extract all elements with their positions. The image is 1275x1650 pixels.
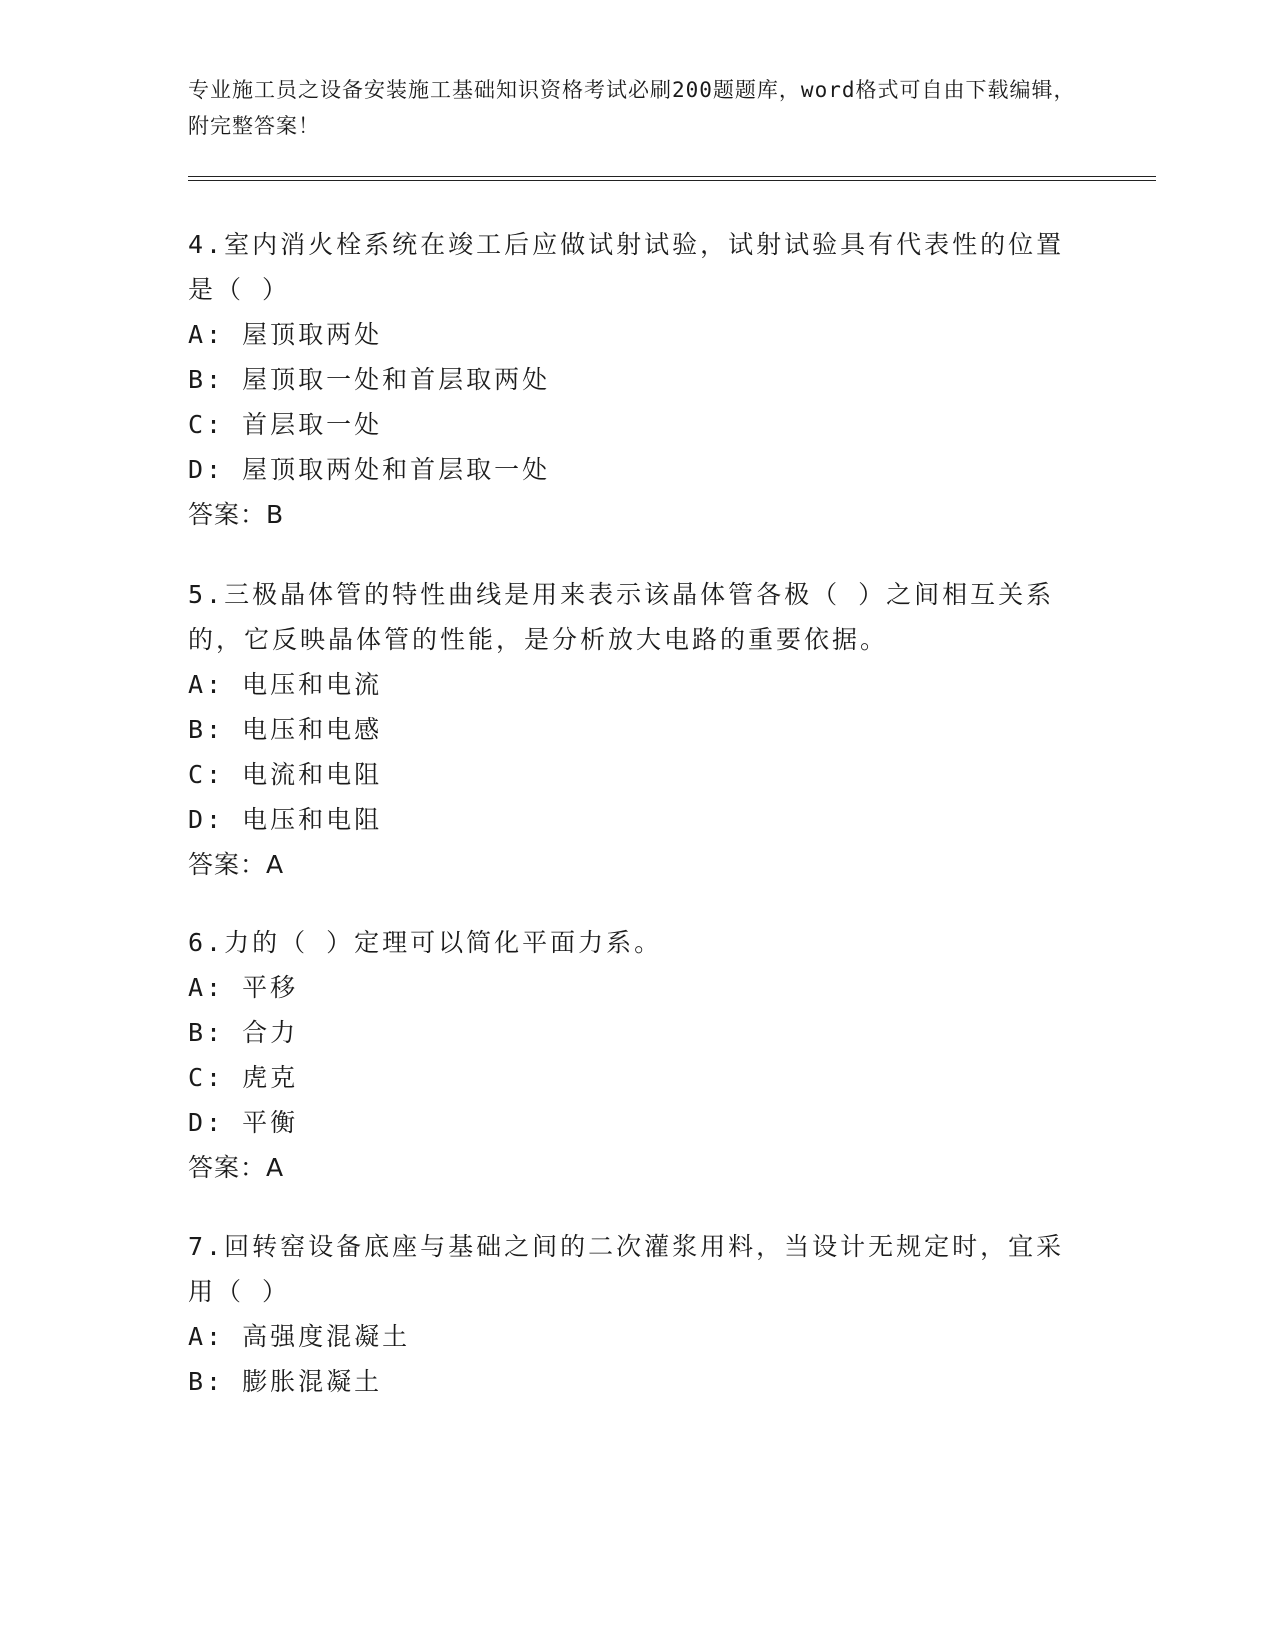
question-6	[188, 920, 1088, 1190]
question-text: 6.力的（ ）定理可以简化平面力系。	[188, 928, 663, 957]
option-b: B: 电压和电感	[188, 715, 383, 744]
option-d: D: 电压和电阻	[188, 805, 383, 834]
document-page	[188, 0, 1156, 1650]
question-text: 4.室内消火栓系统在竣工后应做试射试验，试射试验具有代表性的位置是（ ）	[188, 230, 1065, 304]
option-a: A: 高强度混凝土	[188, 1322, 411, 1351]
option-b: B: 膨胀混凝土	[188, 1367, 383, 1396]
document-title: 专业施工员之设备安装施工基础知识资格考试必刷200题题库，word格式可自由下载编辑，附完整答案！	[188, 78, 1076, 138]
option-b: B: 屋顶取一处和首层取两处	[188, 365, 551, 394]
header-divider	[188, 176, 1156, 181]
option-c: C: 首层取一处	[188, 410, 383, 439]
option-a: A: 屋顶取两处	[188, 320, 383, 349]
option-b: B: 合力	[188, 1018, 299, 1047]
question-text: 7.回转窑设备底座与基础之间的二次灌浆用料，当设计无规定时，宜采用（ ）	[188, 1232, 1065, 1306]
question-text: 5.三极晶体管的特性曲线是用来表示该晶体管各极（ ）之间相互关系的，它反映晶体管的性能，是分析放大电路的重要依据。	[188, 580, 1055, 654]
option-d: D: 屋顶取两处和首层取一处	[188, 455, 551, 484]
answer-label: 答案：A	[188, 1153, 285, 1182]
answer-label: 答案：B	[188, 500, 285, 529]
question-7	[188, 1224, 1088, 1404]
answer-label: 答案：A	[188, 850, 285, 879]
option-d: D: 平衡	[188, 1108, 299, 1137]
option-a: A: 平移	[188, 973, 299, 1002]
option-c: C: 虎克	[188, 1063, 299, 1092]
question-4	[188, 222, 1088, 537]
option-c: C: 电流和电阻	[188, 760, 383, 789]
option-a: A: 电压和电流	[188, 670, 383, 699]
question-5	[188, 572, 1088, 887]
